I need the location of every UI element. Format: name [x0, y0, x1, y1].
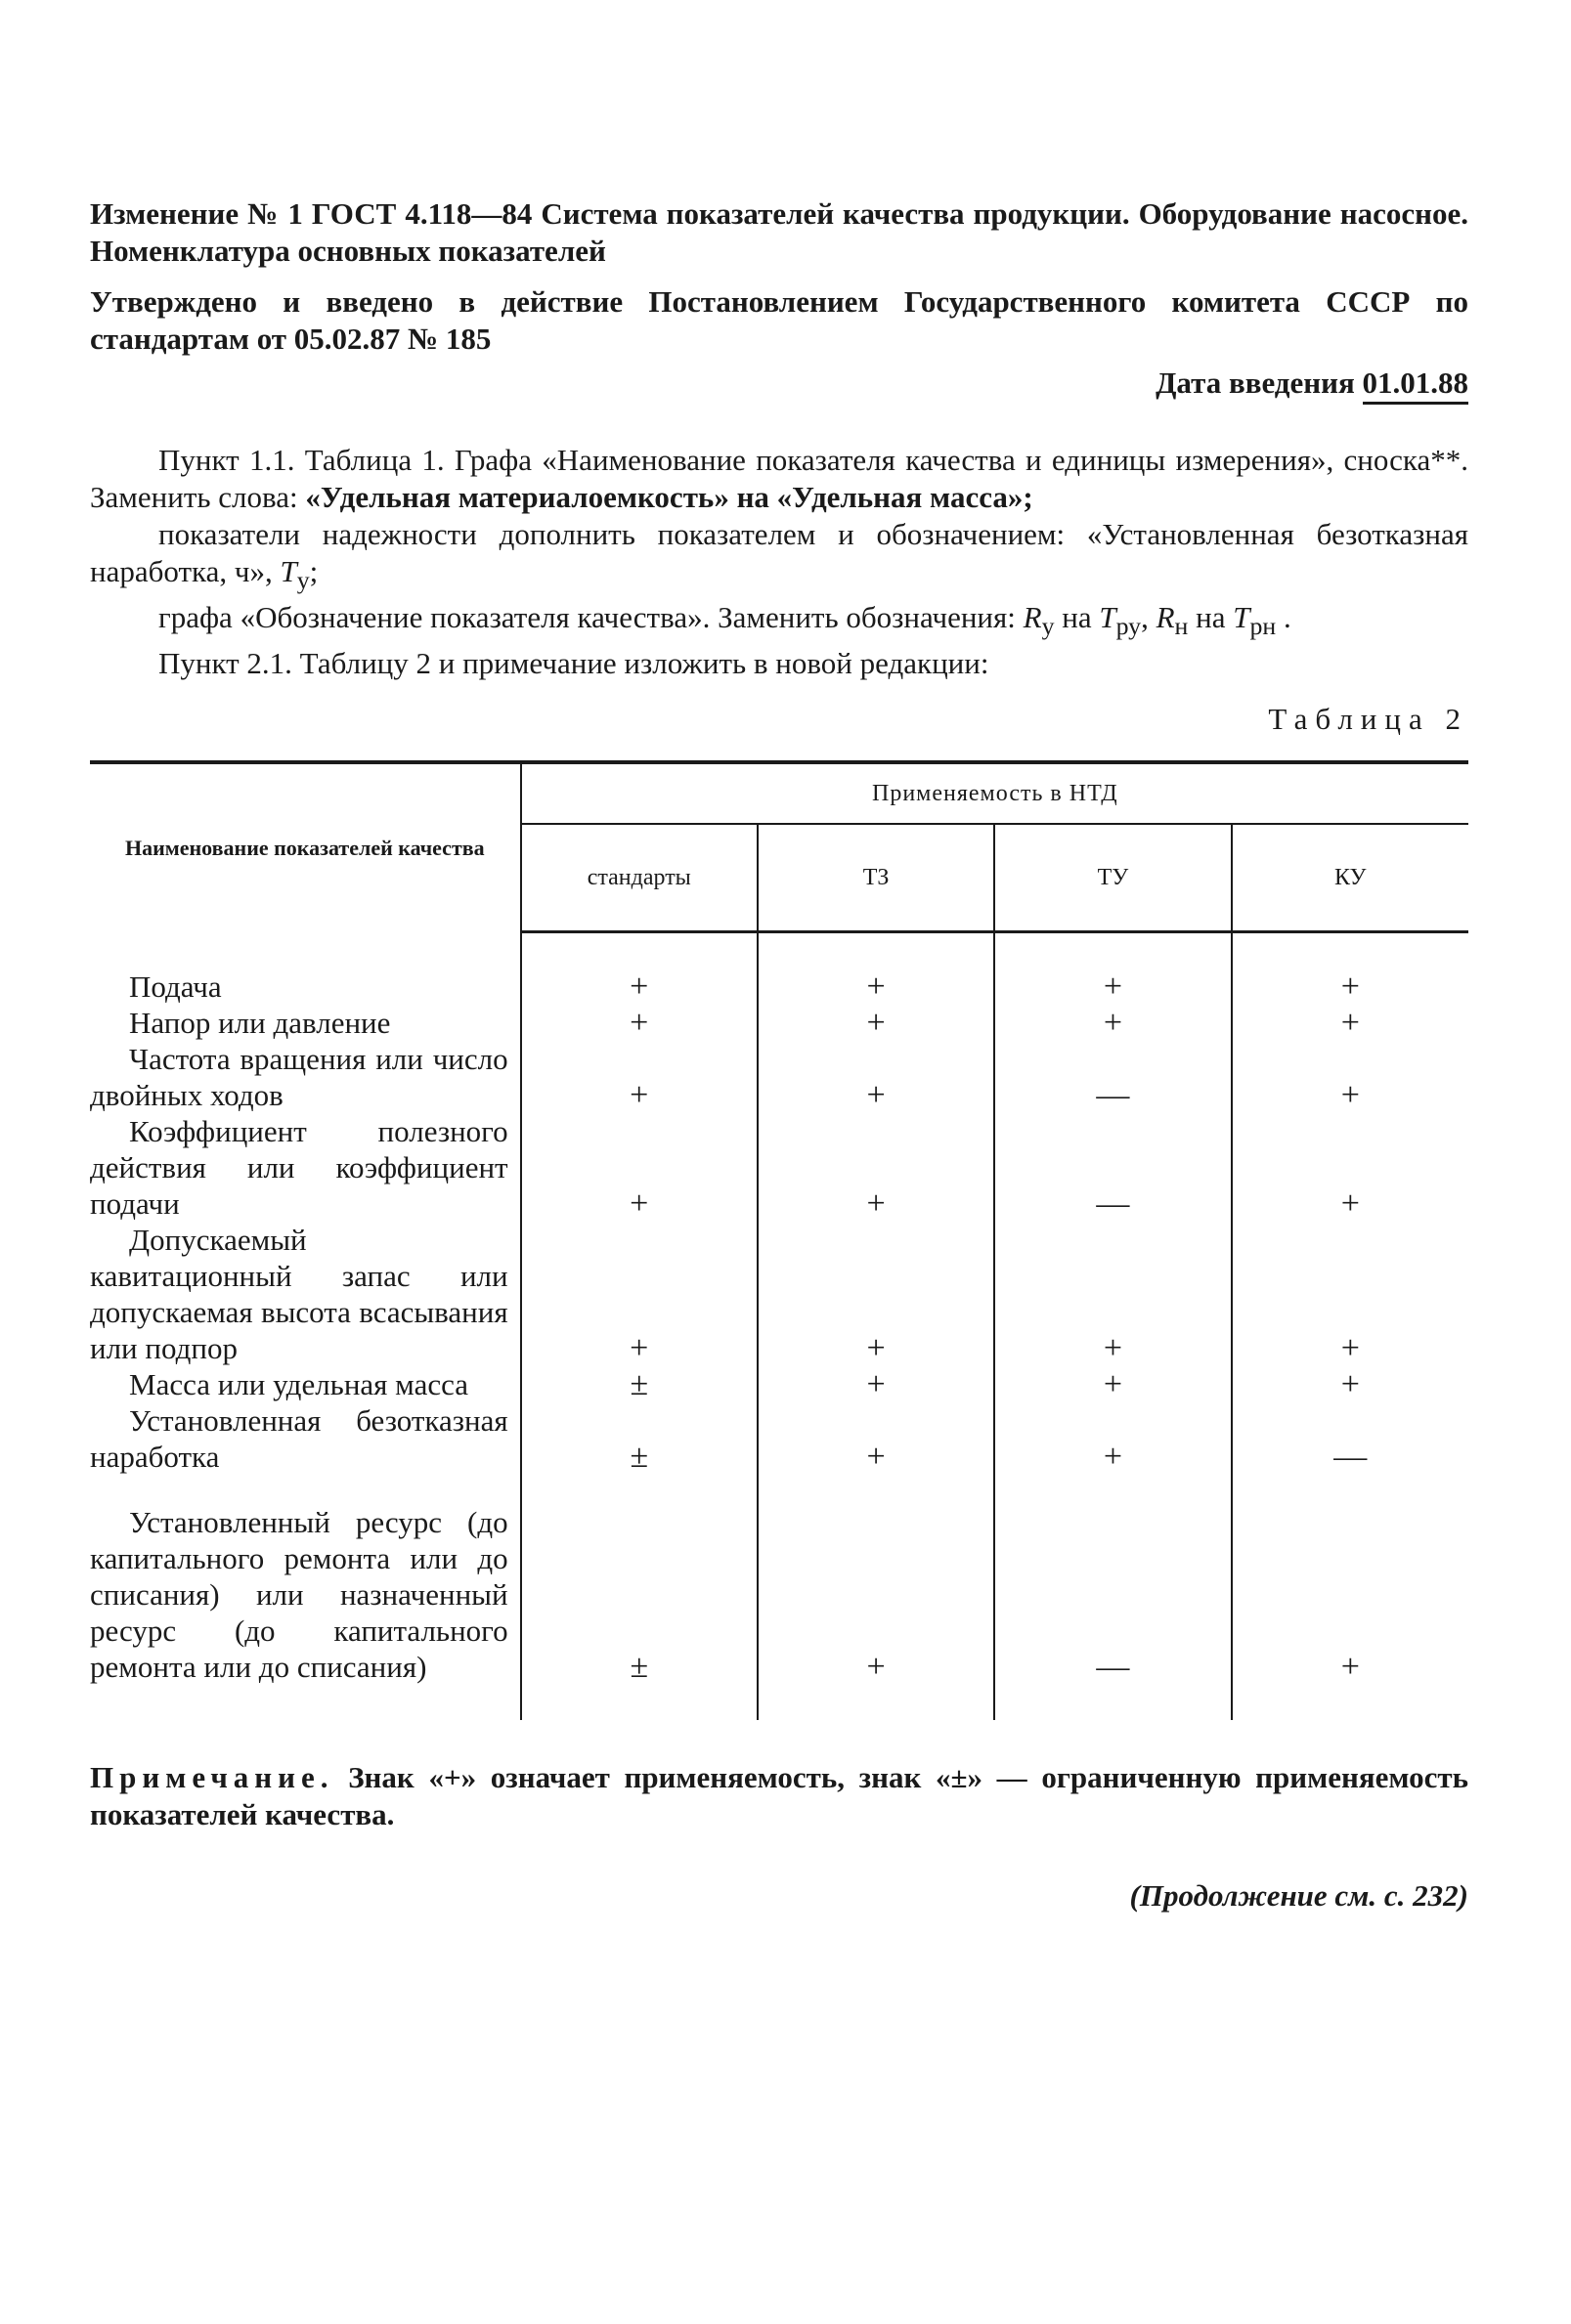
p3-t2-sub: рн — [1249, 612, 1277, 641]
date-label: Дата введения — [1156, 366, 1355, 400]
table-row — [90, 1041, 1468, 1113]
table-row — [90, 1402, 1468, 1475]
date-value: 01.01.88 — [1363, 366, 1469, 405]
p3-r1-sub: у — [1041, 612, 1055, 641]
change-title: Изменение № 1 ГОСТ 4.118—84 Система показателей качества продукции. Оборудование насосное. Номенклатура основных показателей — [90, 196, 1468, 268]
row-mark: + — [758, 1005, 994, 1041]
paragraph-2 — [90, 516, 1468, 599]
row-mark: + — [994, 968, 1231, 1005]
p1-text: Пункт 1.1. Таблица 1. Графа «Наименование показателя качества и единицы измерения», сноска**. Заменить слова: — [90, 443, 1468, 514]
table-row — [90, 1222, 1468, 1366]
row-mark: + — [994, 1222, 1231, 1366]
p3-comma: , — [1141, 600, 1156, 635]
row-mark: + — [1340, 1366, 1360, 1403]
row-mark: ± — [521, 1504, 758, 1685]
row-mark: — — [1333, 1439, 1368, 1476]
p3-r2-sub: н — [1174, 612, 1189, 641]
row-mark: ± — [521, 1402, 758, 1475]
row-mark: + — [521, 1222, 758, 1366]
row-name: Установленная безотказная наработка — [90, 1402, 521, 1475]
p3-r2: R — [1156, 600, 1175, 635]
row-mark: + — [758, 1113, 994, 1222]
row-mark: + — [1340, 1185, 1360, 1223]
applicability-table — [90, 760, 1468, 1720]
row-mark: + — [758, 1366, 994, 1402]
row-mark: + — [758, 1041, 994, 1113]
p2-symbol: Т — [280, 554, 297, 588]
row-mark: + — [521, 968, 758, 1005]
table-spacer — [90, 1475, 1468, 1504]
note-label: Примечание. — [90, 1760, 334, 1795]
table-spacer — [90, 932, 1468, 969]
row-name: Масса или удельная масса — [90, 1366, 521, 1402]
table-note — [90, 1759, 1468, 1833]
row-mark: + — [758, 1222, 994, 1366]
column-header: стандарты — [521, 824, 758, 932]
p2-text: показатели надежности дополнить показателем и обозначением: «Установленная безотказная наработка, ч», — [90, 517, 1468, 588]
row-mark: — — [994, 1041, 1231, 1113]
row-name: Допускаемый кавитационный запас или допускаемая высота всасывания или подпор — [90, 1222, 521, 1366]
row-mark: + — [1340, 1330, 1360, 1367]
row-mark: + — [1340, 1649, 1360, 1686]
table-row — [90, 968, 1468, 1005]
p3-r1: R — [1023, 600, 1042, 635]
row-name: Напор или давление — [90, 1005, 521, 1041]
column-header: ТЗ — [758, 824, 994, 932]
p1-replacement: «Удельная материалоемкость» на «Удельная масса»; — [305, 480, 1033, 514]
table-caption: Таблица 2 — [1268, 702, 1468, 737]
p2-end: ; — [309, 554, 319, 588]
row-name: Подача — [90, 968, 521, 1005]
effective-date — [90, 366, 1468, 401]
approval-statement: Утверждено и введено в действие Постановлением Государственного комитета СССР по стандартам от 05.02.87 № 185 — [90, 284, 1468, 356]
row-name: Частота вращения или число двойных ходов — [90, 1041, 521, 1113]
column-header: ТУ — [994, 824, 1231, 932]
row-mark: + — [521, 1041, 758, 1113]
paragraph-3 — [90, 599, 1468, 645]
table-row — [90, 1504, 1468, 1685]
p3-t1: Т — [1099, 600, 1116, 635]
p3-na: на — [1054, 600, 1100, 635]
continuation-note: (Продолжение см. с. 232) — [1129, 1878, 1468, 1914]
p3-na2: на — [1188, 600, 1234, 635]
row-mark: + — [521, 1113, 758, 1222]
row-name: Коэффициент полезного действия или коэффициент подачи — [90, 1113, 521, 1222]
row-mark: + — [994, 1005, 1231, 1041]
row-mark: — — [994, 1113, 1231, 1222]
row-mark: + — [1340, 968, 1360, 1006]
table-row — [90, 1005, 1468, 1041]
column-header: КУ — [1232, 824, 1468, 932]
p3-t2: Т — [1233, 600, 1250, 635]
row-mark: + — [1340, 1077, 1360, 1114]
row-mark: ± — [521, 1366, 758, 1402]
row-mark: + — [1340, 1005, 1360, 1042]
paragraph-4: Пункт 2.1. Таблицу 2 и примечание изложить в новой редакции: — [158, 646, 989, 681]
p3-t1-sub: ру — [1115, 612, 1142, 641]
row-name: Установленный ресурс (до капитального ремонта или до списания) или назначенный ресурс (до капитального ремонта или до списания) — [90, 1504, 521, 1685]
row-mark: — — [994, 1504, 1231, 1685]
column-header-name: Наименование показателей качества — [90, 762, 521, 932]
table-row — [90, 1113, 1468, 1222]
row-mark: + — [521, 1005, 758, 1041]
row-mark: + — [758, 1402, 994, 1475]
document-page — [90, 195, 1468, 1914]
row-mark: + — [994, 1366, 1231, 1402]
p3-text: графа «Обозначение показателя качества». Заменить обозначения: — [158, 600, 1024, 635]
table-spacer — [90, 1685, 1468, 1720]
column-group-header: Применяемость в НТД — [521, 762, 1468, 824]
row-mark: + — [758, 968, 994, 1005]
p2-symbol-sub: у — [296, 566, 310, 595]
row-mark: + — [758, 1504, 994, 1685]
p3-end: . — [1276, 600, 1291, 635]
table-row — [90, 1366, 1468, 1402]
note-text: Знак «+» означает применяемость, знак «±» — ограниченную применяемость показателей качества. — [90, 1760, 1468, 1832]
row-mark: + — [994, 1402, 1231, 1475]
paragraph-1 — [90, 442, 1468, 516]
